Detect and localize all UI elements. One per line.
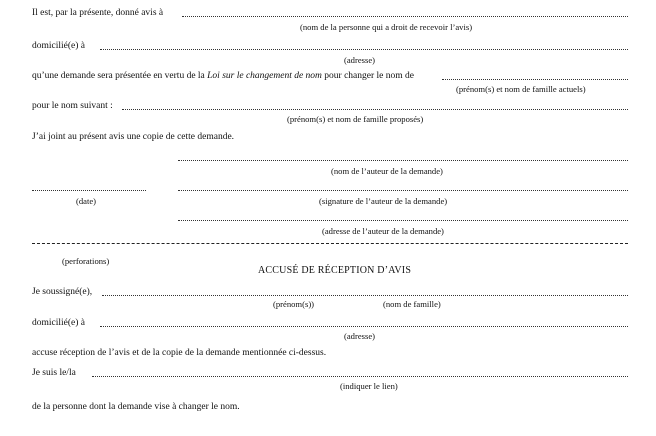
attachment-statement: J’ai joint au présent avis une copie de cette demande. <box>32 132 235 142</box>
receipt-relationship-label: Je suis le/la <box>32 368 76 378</box>
notice-recipient-label: Il est, par la présente, donné avis à <box>32 8 164 18</box>
undersigned-address-field[interactable] <box>100 326 628 327</box>
signature-field[interactable] <box>178 190 628 191</box>
author-address-field[interactable] <box>178 220 628 221</box>
application-text-before: qu’une demande sera présentée en vertu de la <box>32 71 208 81</box>
perforation-line <box>32 243 628 244</box>
recipient-name-caption: (nom de la personne qui a droit de recevoir l’avis) <box>300 22 473 32</box>
receipt-acknowledgement: accuse réception de l’avis et de la copie de la demande mentionnée ci-dessus. <box>32 348 327 358</box>
law-title: Loi sur le changement de nom <box>207 71 322 81</box>
receipt-domicile-label: domicilié(e) à <box>32 318 86 328</box>
perforations-label: (perforations) <box>62 256 110 266</box>
author-address-caption: (adresse de l’auteur de la demande) <box>322 226 444 236</box>
recipient-address-field[interactable] <box>100 49 628 50</box>
receipt-undersigned-label: Je soussigné(e), <box>32 287 93 297</box>
signature-caption: (signature de l’auteur de la demande) <box>319 196 448 206</box>
recipient-address-caption: (adresse) <box>344 55 376 65</box>
undersigned-surname-caption: (nom de famille) <box>383 299 441 309</box>
receipt-heading: ACCUSÉ DE RÉCEPTION D’AVIS <box>258 265 412 276</box>
relationship-caption: (indiquer le lien) <box>340 381 398 391</box>
proposed-name-field[interactable] <box>122 109 628 110</box>
date-field[interactable] <box>32 190 146 191</box>
relationship-field[interactable] <box>92 376 628 377</box>
undersigned-name-field[interactable] <box>102 295 628 296</box>
notice-domicile-label: domicilié(e) à <box>32 41 86 51</box>
date-caption: (date) <box>76 196 97 206</box>
notice-proposed-label: pour le nom suivant : <box>32 101 113 111</box>
current-name-field[interactable] <box>442 79 628 80</box>
undersigned-firstnames-caption: (prénom(s)) <box>273 299 315 309</box>
recipient-name-field[interactable] <box>182 16 628 17</box>
current-name-caption: (prénom(s) et nom de famille actuels) <box>456 84 586 94</box>
notice-application-text <box>32 70 414 82</box>
author-name-caption: (nom de l’auteur de la demande) <box>331 166 443 176</box>
proposed-name-caption: (prénom(s) et nom de famille proposés) <box>287 114 424 124</box>
application-text-after: pour changer le nom de <box>321 71 414 81</box>
receipt-closing-text: de la personne dont la demande vise à changer le nom. <box>32 402 240 412</box>
author-name-field[interactable] <box>178 160 628 161</box>
undersigned-address-caption: (adresse) <box>344 331 376 341</box>
